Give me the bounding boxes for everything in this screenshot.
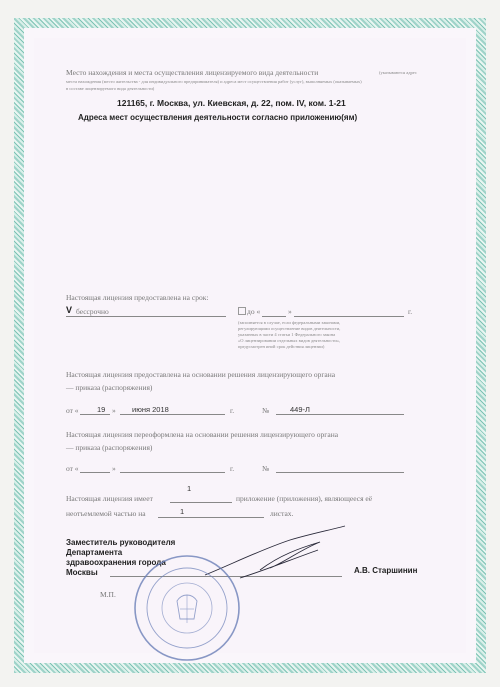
signatory-position4: Москвы: [66, 568, 98, 577]
basis-number-line: [276, 414, 404, 415]
basis-from: от «: [66, 406, 79, 415]
annexes-count2-line: [158, 517, 264, 518]
term-note1: (заполняется в случае, если федеральными законами,: [238, 320, 341, 325]
until-month-line: [294, 316, 404, 317]
indefinite-line: [66, 316, 226, 317]
annexes-count1-line: [170, 502, 232, 503]
annex-note: Адреса мест осуществления деятельности согласно приложению(ям): [78, 113, 358, 122]
check-mark: V: [66, 305, 73, 315]
header-line3: в составе лицензируемого вида деятельности): [66, 86, 155, 91]
reissue-close-quote: »: [112, 464, 116, 473]
reissue-month-line: [120, 472, 225, 473]
header-line1-note: (указываются адрес: [379, 70, 417, 75]
stamp-place: М.П.: [100, 590, 116, 599]
reissue-number-line: [276, 472, 404, 473]
official-seal-icon: [132, 553, 242, 663]
checkbox-icon: [238, 307, 246, 315]
signatory-position1: Заместитель руководителя: [66, 538, 176, 547]
header-line1: Место нахождения и места осуществления лицензируемого вида деятельности: [66, 68, 319, 77]
until-day-line: [262, 316, 286, 317]
term-note5: предусмотрен иной срок действия лицензии): [238, 344, 325, 349]
header-line2: места нахождения (место жительства - для индивидуального предпринимателя) и адреса мест осуществления работ (услуг), выполняемых (оказываемых): [66, 79, 362, 84]
basis-number: 449-Л: [290, 405, 310, 414]
reissue-year-suffix: г.: [230, 464, 235, 473]
basis-number-label: №: [262, 406, 270, 415]
annexes-count1: 1: [187, 484, 192, 493]
term-until-mid: »: [288, 307, 292, 316]
annexes-line2-a: неотъемлемой частью на: [66, 509, 146, 518]
term-note2: регулирующими осуществление видов деятельности,: [238, 326, 341, 331]
basis-day: 19: [97, 405, 106, 414]
term-until-suffix: г.: [408, 307, 413, 316]
basis-close-quote: »: [112, 406, 116, 415]
term-indefinite: бессрочно: [76, 307, 109, 316]
basis-month-line: [120, 414, 225, 415]
term-note3: указанных в части 4 статьи 1 Федерального закона: [238, 332, 336, 337]
signatory-name: А.В. Старшинин: [354, 566, 418, 575]
annexes-line1-b: приложение (приложения), являющееся её: [236, 494, 373, 503]
signatory-position3: здравоохранения города: [66, 558, 166, 567]
signatory-position2: Департамента: [66, 548, 123, 557]
basis-year-suffix: г.: [230, 406, 235, 415]
annexes-line2-b: листах.: [270, 509, 294, 518]
basis-month-year: июня 2018: [132, 405, 169, 414]
reissue-line2: — приказа (распоряжения): [66, 443, 153, 452]
term-until-prefix: до «: [247, 307, 261, 316]
term-note4: «О лицензировании отдельных видов деятельности»,: [238, 338, 341, 343]
term-label: Настоящая лицензия предоставлена на срок:: [66, 293, 209, 302]
reissue-from: от «: [66, 464, 79, 473]
annexes-line1-a: Настоящая лицензия имеет: [66, 494, 153, 503]
annexes-count2: 1: [180, 507, 185, 516]
basis-line2: — приказа (распоряжения): [66, 383, 153, 392]
reissue-number-label: №: [262, 464, 270, 473]
reissue-line1: Настоящая лицензия переоформлена на основании решения лицензирующего органа: [66, 430, 339, 439]
reissue-day-line: [80, 472, 110, 473]
basis-day-line: [80, 414, 110, 415]
address: 121165, г. Москва, ул. Киевская, д. 22, пом. IV, ком. 1-21: [117, 98, 346, 108]
basis-line1: Настоящая лицензия предоставлена на основании решения лицензирующего органа: [66, 370, 336, 379]
